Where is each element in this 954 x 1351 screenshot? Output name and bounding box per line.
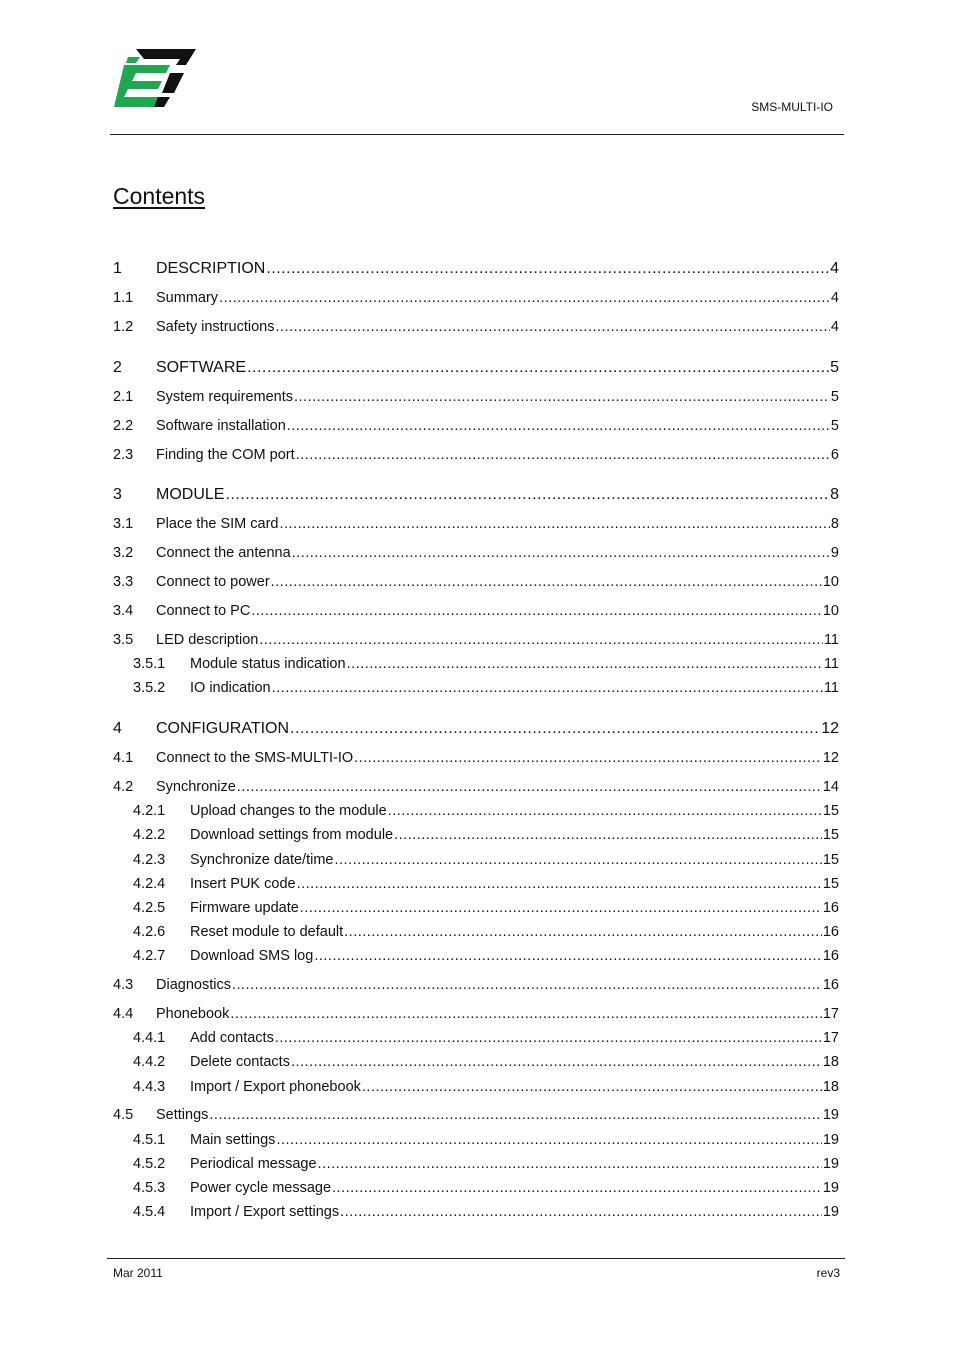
toc-entry-page: 11 xyxy=(823,680,839,696)
toc-entry-page: 15 xyxy=(822,852,839,868)
toc-leader-dots xyxy=(354,750,822,766)
toc-entry-number: 4.4.1 xyxy=(133,1030,166,1046)
toc-entry-number: 4.2.2 xyxy=(133,827,166,843)
toc-entry[interactable] xyxy=(113,900,839,916)
toc-entry-number: 3.5.1 xyxy=(133,656,166,672)
toc-leader-dots xyxy=(388,803,822,819)
toc-leader-dots xyxy=(251,603,822,619)
toc-entry-number: 1.2 xyxy=(113,319,134,335)
toc-entry-title: CONFIGURATION xyxy=(156,720,290,737)
toc-leader-dots xyxy=(275,319,829,335)
toc-entry-number: 3.3 xyxy=(113,574,134,590)
toc-leader-dots xyxy=(232,977,822,993)
toc-entry[interactable] xyxy=(113,1204,839,1220)
toc-entry-title: Download SMS log xyxy=(190,948,314,964)
toc-entry-number: 2.3 xyxy=(113,447,134,463)
toc-leader-dots xyxy=(276,1132,821,1148)
toc-entry-title: Safety instructions xyxy=(156,319,275,335)
toc-leader-dots xyxy=(272,680,823,696)
toc-entry-page: 15 xyxy=(822,876,839,892)
toc-entry-number: 3.4 xyxy=(113,603,134,619)
toc-entry-title: Diagnostics xyxy=(156,977,231,993)
toc-entry[interactable] xyxy=(113,603,839,619)
toc-entry-title: System requirements xyxy=(156,389,293,405)
toc-leader-dots xyxy=(297,876,822,892)
toc-entry[interactable] xyxy=(113,656,839,672)
toc-entry[interactable] xyxy=(113,1156,839,1172)
toc-entry-page: 5 xyxy=(830,389,839,405)
toc-entry-title: Place the SIM card xyxy=(156,516,279,532)
toc-leader-dots xyxy=(225,486,829,504)
toc-entry[interactable] xyxy=(113,720,839,738)
toc-leader-dots xyxy=(300,900,822,916)
toc-leader-dots xyxy=(332,1180,822,1196)
toc-entry-title: Reset module to default xyxy=(190,924,344,940)
toc-entry[interactable] xyxy=(113,545,839,561)
toc-entry[interactable] xyxy=(113,632,839,648)
toc-entry-number: 4.1 xyxy=(113,750,134,766)
toc-entry-number: 3.5.2 xyxy=(133,680,166,696)
toc-entry-number: 4.5 xyxy=(113,1107,134,1123)
toc-entry-number: 4.5.2 xyxy=(133,1156,166,1172)
toc-entry-page: 8 xyxy=(830,516,839,532)
toc-entry-title: MODULE xyxy=(156,486,225,503)
toc-entry-page: 19 xyxy=(822,1156,839,1172)
toc-entry[interactable] xyxy=(113,852,839,868)
toc-entry-page: 19 xyxy=(822,1132,839,1148)
toc-leader-dots xyxy=(394,827,822,843)
toc-entry-page: 15 xyxy=(822,827,839,843)
toc-entry-number: 4.4 xyxy=(113,1006,134,1022)
toc-entry-page: 12 xyxy=(822,750,839,766)
toc-entry[interactable] xyxy=(113,1054,839,1070)
toc-entry-title: Phonebook xyxy=(156,1006,230,1022)
toc-entry-page: 8 xyxy=(830,486,839,503)
toc-entry-number: 3 xyxy=(113,486,122,503)
header-divider xyxy=(110,134,844,135)
toc-entry-title: IO indication xyxy=(190,680,271,696)
toc-entry-title: LED description xyxy=(156,632,259,648)
toc-leader-dots xyxy=(347,656,823,672)
toc-entry-page: 16 xyxy=(822,977,839,993)
toc-leader-dots xyxy=(291,1054,822,1070)
footer-date: Mar 2011 xyxy=(113,1266,163,1280)
toc-entry-page: 16 xyxy=(822,924,839,940)
toc-entry[interactable] xyxy=(113,1079,839,1095)
toc-entry-title: Connect to the SMS-MULTI-IO xyxy=(156,750,354,766)
toc-entry-number: 4.2.3 xyxy=(133,852,166,868)
toc-entry[interactable] xyxy=(113,827,839,843)
toc-entry-title: Delete contacts xyxy=(190,1054,290,1070)
footer-revision: rev3 xyxy=(816,1266,840,1280)
toc-entry-title: Periodical message xyxy=(190,1156,317,1172)
toc-leader-dots xyxy=(280,516,830,532)
toc-leader-dots xyxy=(334,852,821,868)
toc-leader-dots xyxy=(275,1030,822,1046)
toc-entry-title: Main settings xyxy=(190,1132,276,1148)
toc-entry-number: 3.1 xyxy=(113,516,134,532)
toc-leader-dots xyxy=(340,1204,822,1220)
toc-entry-page: 15 xyxy=(822,803,839,819)
toc-entry-number: 3.2 xyxy=(113,545,134,561)
toc-entry-title: Module status indication xyxy=(190,656,346,672)
toc-entry-title: Import / Export phonebook xyxy=(190,1079,361,1095)
toc-entry[interactable] xyxy=(113,389,839,405)
toc-entry-page: 19 xyxy=(822,1107,839,1123)
toc-entry-page: 12 xyxy=(821,720,839,737)
toc-entry[interactable] xyxy=(113,1107,839,1123)
toc-entry[interactable] xyxy=(113,1132,839,1148)
toc-entry-page: 10 xyxy=(822,574,839,590)
toc-entry[interactable] xyxy=(113,977,839,993)
toc-entry[interactable] xyxy=(113,924,839,940)
toc-entry-page: 16 xyxy=(822,900,839,916)
toc-entry[interactable] xyxy=(113,290,839,306)
toc-entry[interactable] xyxy=(113,359,839,377)
toc-leader-dots xyxy=(314,948,822,964)
toc-entry-title: Upload changes to the module xyxy=(190,803,387,819)
toc-entry-page: 6 xyxy=(830,447,839,463)
toc-entry-number: 4.5.4 xyxy=(133,1204,166,1220)
toc-entry-number: 4.2.7 xyxy=(133,948,166,964)
toc-entry-number: 2 xyxy=(113,359,122,376)
toc-entry-number: 4 xyxy=(113,720,122,737)
toc-entry-title: Download settings from module xyxy=(190,827,394,843)
toc-entry-number: 4.3 xyxy=(113,977,134,993)
toc-entry-number: 1 xyxy=(113,260,122,277)
toc-entry-number: 2.2 xyxy=(113,418,134,434)
toc-leader-dots xyxy=(290,720,820,738)
toc-leader-dots xyxy=(247,359,829,377)
toc-leader-dots xyxy=(287,418,830,434)
toc-entry-number: 4.4.3 xyxy=(133,1079,166,1095)
toc-entry[interactable] xyxy=(113,574,839,590)
toc-leader-dots xyxy=(259,632,823,648)
toc-leader-dots xyxy=(344,924,822,940)
toc-leader-dots xyxy=(271,574,822,590)
toc-entry[interactable] xyxy=(113,803,839,819)
toc-entry-title: Insert PUK code xyxy=(190,876,296,892)
toc-entry-number: 4.2.1 xyxy=(133,803,166,819)
toc-entry-number: 4.5.3 xyxy=(133,1180,166,1196)
toc-entry-page: 4 xyxy=(830,319,839,335)
toc-entry-page: 9 xyxy=(830,545,839,561)
toc-entry-number: 4.2.4 xyxy=(133,876,166,892)
toc-entry-title: Summary xyxy=(156,290,219,306)
toc-entry-number: 4.2.5 xyxy=(133,900,166,916)
toc-entry-title: Import / Export settings xyxy=(190,1204,340,1220)
toc-entry-page: 10 xyxy=(822,603,839,619)
toc-entry-title: Firmware update xyxy=(190,900,299,916)
toc-entry-page: 5 xyxy=(830,418,839,434)
toc-entry-page: 19 xyxy=(822,1204,839,1220)
toc-leader-dots xyxy=(296,447,830,463)
toc-entry[interactable] xyxy=(113,1030,839,1046)
toc-entry-page: 11 xyxy=(823,656,839,672)
toc-entry-page: 17 xyxy=(822,1030,839,1046)
toc-entry[interactable] xyxy=(113,1006,839,1022)
toc-leader-dots xyxy=(294,389,830,405)
toc-leader-dots xyxy=(230,1006,821,1022)
toc-entry-page: 18 xyxy=(822,1054,839,1070)
toc-entry-page: 11 xyxy=(823,632,839,648)
toc-entry-title: SOFTWARE xyxy=(156,359,247,376)
toc-entry[interactable] xyxy=(113,486,839,504)
toc-entry-title: Add contacts xyxy=(190,1030,274,1046)
toc-entry[interactable] xyxy=(113,1180,839,1196)
toc-entry-number: 1.1 xyxy=(113,290,134,306)
toc-entry-number: 4.5.1 xyxy=(133,1132,166,1148)
toc-entry[interactable] xyxy=(113,680,839,696)
toc-entry-number: 2.1 xyxy=(113,389,134,405)
toc-leader-dots xyxy=(318,1156,822,1172)
toc-leader-dots xyxy=(362,1079,822,1095)
toc-entry-title: Settings xyxy=(156,1107,209,1123)
toc-entry-page: 14 xyxy=(822,779,839,795)
toc-leader-dots xyxy=(237,779,822,795)
toc-entry-number: 4.4.2 xyxy=(133,1054,166,1070)
toc-leader-dots xyxy=(219,290,830,306)
header-doc-id: SMS-MULTI-IO xyxy=(751,100,833,114)
toc-entry[interactable] xyxy=(113,319,839,335)
toc-entry-page: 4 xyxy=(830,260,839,277)
toc-entry[interactable] xyxy=(113,260,839,278)
toc-entry-page: 19 xyxy=(822,1180,839,1196)
toc-entry-title: Synchronize xyxy=(156,779,236,795)
toc-entry-title: Connect to power xyxy=(156,574,270,590)
toc-entry[interactable] xyxy=(113,447,839,463)
toc-entry-page: 18 xyxy=(822,1079,839,1095)
toc-entry-title: Synchronize date/time xyxy=(190,852,334,868)
toc-entry[interactable] xyxy=(113,418,839,434)
toc-entry[interactable] xyxy=(113,750,839,766)
toc-entry-number: 4.2.6 xyxy=(133,924,166,940)
toc-entry-title: Connect to PC xyxy=(156,603,251,619)
toc-entry-page: 17 xyxy=(822,1006,839,1022)
toc-leader-dots xyxy=(292,545,830,561)
toc-entry-title: Software installation xyxy=(156,418,286,434)
toc-entry-number: 3.5 xyxy=(113,632,134,648)
toc-entry-title: Power cycle message xyxy=(190,1180,332,1196)
toc-entry[interactable] xyxy=(113,948,839,964)
toc-entry-page: 16 xyxy=(822,948,839,964)
toc-entry-title: DESCRIPTION xyxy=(156,260,266,277)
toc-entry-page: 5 xyxy=(830,359,839,376)
footer-divider xyxy=(107,1258,845,1259)
toc-entry[interactable] xyxy=(113,876,839,892)
toc-entry-title: Connect the antenna xyxy=(156,545,291,561)
toc-leader-dots xyxy=(209,1107,821,1123)
toc-entry-page: 4 xyxy=(830,290,839,306)
toc-entry-title: Finding the COM port xyxy=(156,447,295,463)
page-title: Contents xyxy=(113,183,206,209)
toc-entry[interactable] xyxy=(113,516,839,532)
toc-leader-dots xyxy=(266,260,829,278)
toc-entry-number: 4.2 xyxy=(113,779,134,795)
toc-entry[interactable] xyxy=(113,779,839,795)
company-logo xyxy=(114,49,196,111)
